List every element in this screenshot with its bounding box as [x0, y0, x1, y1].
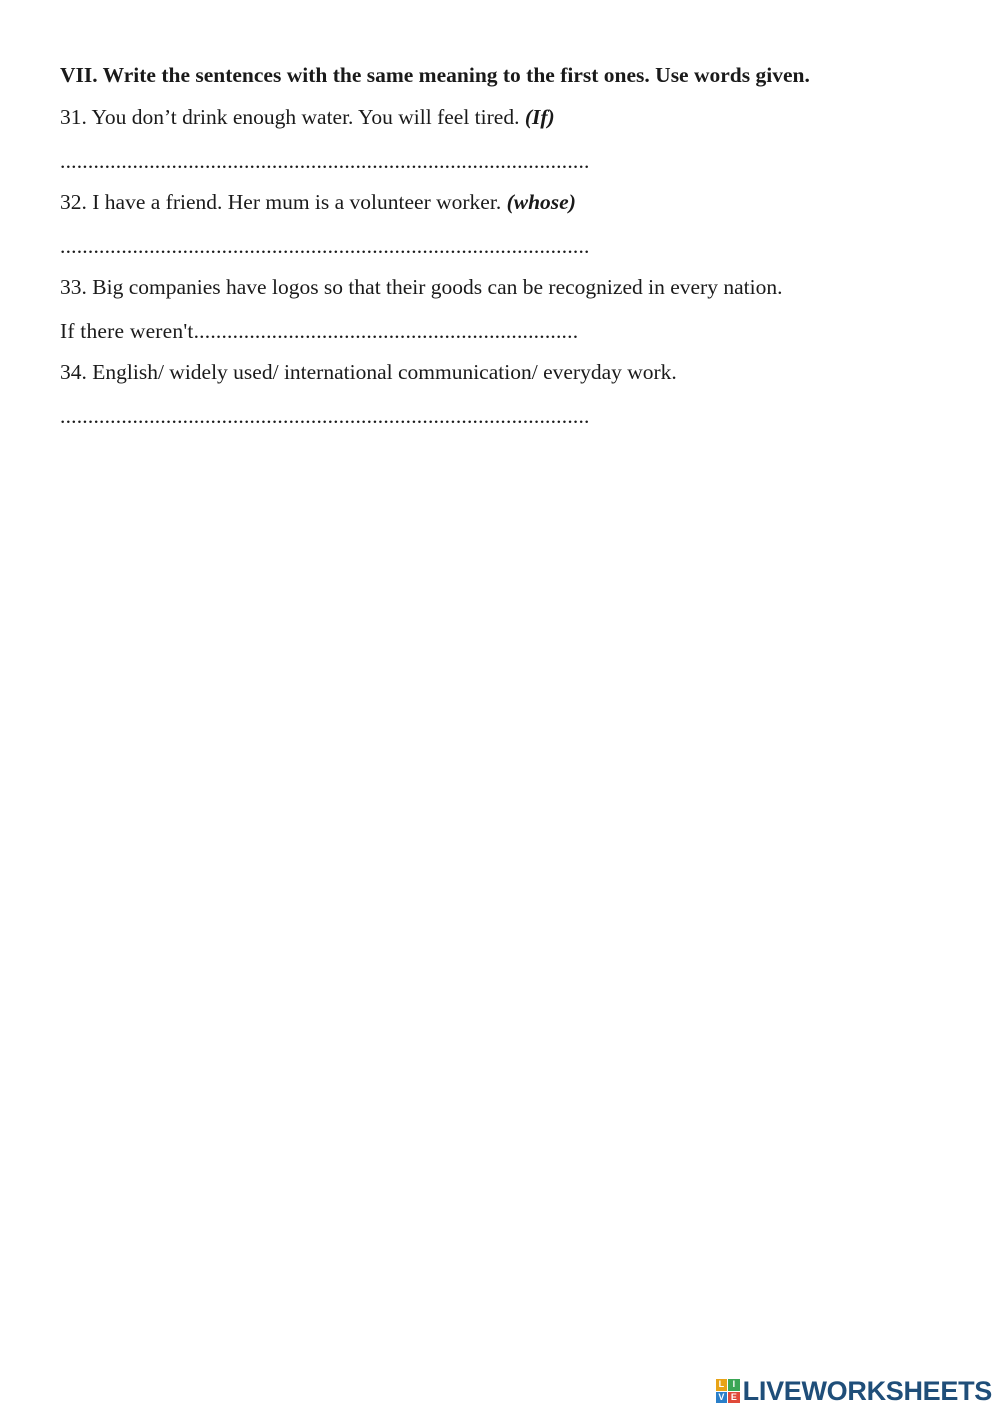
- section-heading: VII. Write the sentences with the same meaning to the first ones. Use words given.: [60, 63, 810, 87]
- question-31-hint: (If): [524, 105, 555, 129]
- question-34-prompt: 34. English/ widely used/ international communication/ everyday work.: [60, 360, 677, 384]
- question-33: [60, 274, 782, 300]
- liveworksheets-mark-icon: [716, 1379, 740, 1403]
- mark-cell-v: V: [716, 1392, 728, 1404]
- mark-cell-l: L: [716, 1379, 728, 1391]
- answer-line-31[interactable]: ...............................................................................................: [60, 149, 590, 173]
- question-32: [60, 189, 576, 215]
- liveworksheets-wordmark: LIVEWORKSHEETS: [742, 1375, 992, 1406]
- answer-line-32[interactable]: ...............................................................................................: [60, 234, 590, 258]
- question-33-prompt: 33. Big companies have logos so that their goods can be recognized in every nation.: [60, 275, 783, 299]
- question-32-prompt: 32. I have a friend. Her mum is a volunteer worker.: [60, 190, 507, 214]
- mark-cell-e: E: [728, 1392, 740, 1404]
- question-34: [60, 359, 677, 385]
- liveworksheets-logo: [716, 1375, 992, 1407]
- question-31-prompt: 31. You don’t drink enough water. You will feel tired.: [60, 105, 525, 129]
- mark-cell-i: I: [728, 1379, 740, 1391]
- answer-line-33[interactable]: If there weren't.....................................................................: [60, 319, 579, 343]
- question-31: [60, 104, 555, 130]
- answer-line-34[interactable]: ...............................................................................................: [60, 404, 590, 428]
- question-32-hint: (whose): [506, 190, 576, 214]
